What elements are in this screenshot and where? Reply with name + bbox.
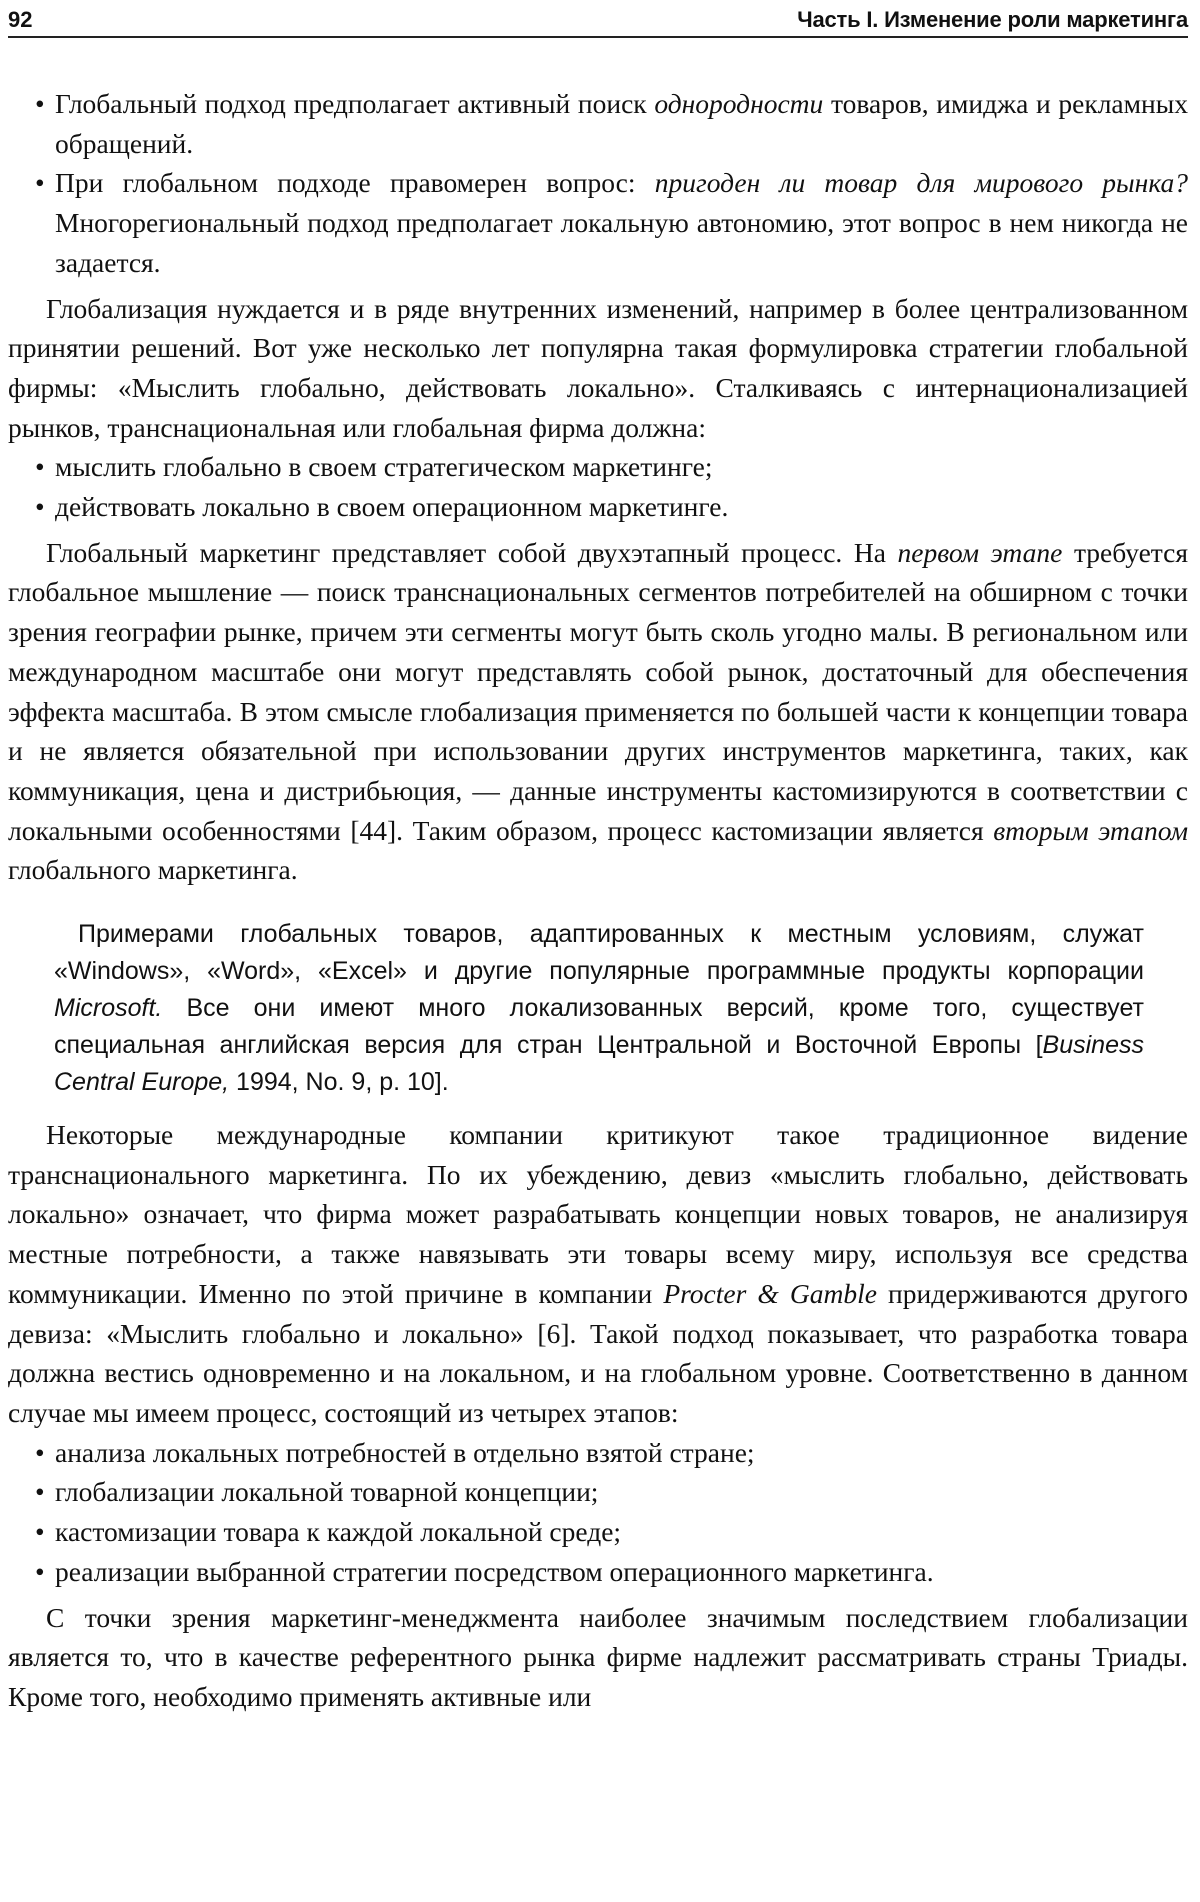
list-item: • глобализации локальной товарной концепции; xyxy=(8,1472,1188,1512)
list-item: • анализа локальных потребностей в отдельно взятой стране; xyxy=(8,1433,1188,1473)
list-item: • действовать локально в своем операционном маркетинге. xyxy=(8,487,1188,527)
list-item: • кастомизации товара к каждой локальной среде; xyxy=(8,1512,1188,1552)
page-content xyxy=(8,38,1188,1717)
chapter-title: Часть I. Изменение роли маркетинга xyxy=(797,7,1188,32)
page-number: 92 xyxy=(8,7,33,32)
list-item: • реализации выбранной стратегии посредством операционного маркетинга. xyxy=(8,1552,1188,1592)
bullet-list-think-act xyxy=(8,447,1188,526)
paragraph-global-marketing: Глобальный маркетинг представляет собой двухэтапный процесс. На первом этапе требуется глобальное мышление — поиск транснациональных сегментов потребителей на обширном с точки зрения географии рынке, причем эти сегменты могут быть сколь угодно малы. В региональном или международном масштабе они могут представлять собой рынок, достаточный для обеспечения эффекта масштаба. В этом смысле глобализация применяется по большей части к концепции товара и не является обязательной при использовании других инструментов маркетинга, таких, как коммуникация, цена и дистрибьюция, — данные инструменты кастомизируются в соответствии с локальными особенностями [44]. Таким образом, процесс кастомизации является вторым этапом глобального маркетинга. xyxy=(8,536,1188,886)
paragraph-globalization: Глобализация нуждается и в ряде внутренних изменений, например в более централизованном принятии решений. Вот уже несколько лет популярна такая формулировка стратегии глобальной фирмы: «Мыслить глобально, действовать локально». Сталкиваясь с интернационализацией рынков, транснациональная или глобальная фирма должна: xyxy=(8,292,1188,443)
bullet-list-global-approach xyxy=(8,84,1188,283)
paragraph-criticism: Некоторые международные компании критикуют такое традиционное видение транснационального маркетинга. По их убеждению, девиз «мыслить глобально, действовать локально» означает, что фирма может разрабатывать концепции новых товаров, не анализируя местные потребности, а также навязывать эти товары всему миру, используя все средства коммуникации. Именно по этой причине в компании Procter & Gamble придерживаются другого девиза: «Мыслить глобально и локально» [6]. Такой подход показывает, что разработка товара должна вестись одновременно и на локальном, и на глобальном уровне. Соответственно в данном случае мы имеем процесс, состоящий из четырех этапов: xyxy=(8,1119,1188,1428)
list-item: • мыслить глобально в своем стратегическом маркетинге; xyxy=(8,447,1188,487)
example-box: Примерами глобальных товаров, адаптированных к местным условиям, служат «Windows», «Word», «Excel» и другие популярные программные продукты корпорации Microsoft. Все они имеют много локализованных версий, кроме того, существует специальная английская версия для стран Центральной и Восточной Европы [Business Central Europe, 1994, No. 9, p. 10]. xyxy=(54,920,1144,1097)
paragraph-management: С точки зрения маркетинг-менеджмента наиболее значимым последствием глобализации является то, что в качестве референтного рынка фирме надлежит рассматривать страны Триады. Кроме того, необходимо применять активные или xyxy=(8,1601,1188,1712)
running-head xyxy=(8,0,1188,38)
list-item: • Глобальный подход предполагает активный поиск однородности товаров, имиджа и рекламных обращений. xyxy=(8,84,1188,163)
bullet-list-four-stages xyxy=(8,1433,1188,1592)
list-item: • При глобальном подходе правомерен вопрос: пригоден ли товар для мирового рынка? Многорегиональный подход предполагает локальную автономию, этот вопрос в нем никогда не задается. xyxy=(8,163,1188,282)
